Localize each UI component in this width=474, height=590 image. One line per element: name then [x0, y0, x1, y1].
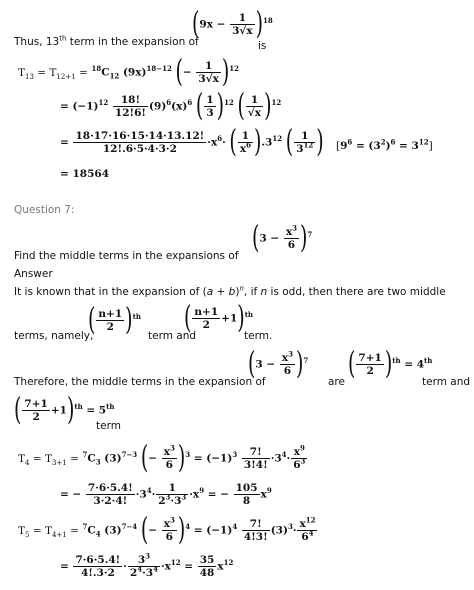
term-and-1: term and [148, 330, 197, 342]
fifth-term: ( $\frac{7+1}{2}$ +1)$^{th}$ = 5th [14, 392, 115, 428]
q7-text: Find the middle terms in the expansions of [14, 250, 239, 262]
known-text: It is known that in the expansion of $(a + b)^n$, if n is odd, then there are two middle [14, 284, 446, 298]
intro-text: Thus, 13th term in the expansion of [14, 34, 199, 48]
question-7-label: Question 7: [14, 204, 75, 216]
therefore-text: Therefore, the middle terms in the expansion of [14, 376, 266, 388]
intro-is: is [258, 40, 267, 52]
q7-expression: (3 − $\frac{x^3}{6}$ )$^7$ [252, 220, 313, 256]
t13-result: = 18564 [60, 168, 109, 180]
t5-line: $T_5 = T_{4+1} = ^7C_4$ $(3)^{7-4}$ (− $\frac{x^3}{6}$ )$^4 = (-1)^4$ $\frac{7!}{4!3!}$ $(3)^3\cdot$ $\frac{x^{12}}{6^4}$ [18, 512, 316, 548]
middle-term-1: ( $\frac{n+1}{2}$ )$^{th}$ [88, 302, 141, 338]
are-text: are [328, 376, 345, 388]
term-end-1: term. [244, 330, 273, 342]
fourth-term: ( $\frac{7+1}{2}$ )$^{th}$ = 4th [348, 346, 433, 382]
answer-label: Answer [14, 268, 53, 280]
term-and-2: term and [422, 376, 471, 388]
term-final: term [96, 420, 121, 432]
t13-line: $T_{13} = T_{12+1} = ^{18}C_{12}$ $(9x)^{18-12}$ (− $\frac{1}{3√x}$ )$^{12}$ [18, 54, 240, 90]
t4-line: $T_4 = T_{3+1} = ^7C_3$ $(3)^{7-3}$ (− $\frac{x^3}{6}$ )$^3 = (-1)^3$ $\frac{7!}{3!4!}$ $\cdot 3^4\cdot$ $\frac{x^9}{6^3}$ [18, 440, 306, 476]
terms-namely: terms, namely, [14, 330, 94, 342]
t4-line-2: = − $\frac{7\cdot 6\cdot 5.4!}{3\cdot 2\cdot 4!}$ $\cdot 3^4\cdot$ $\frac{1}{2^3\cdot 3^3}$ $\cdot x^9$ = − $\frac{105}{8}$ $x^9$ [60, 482, 272, 508]
t13-line-3: = $\frac{18\cdot 17\cdot 16\cdot 15\cdot 14\cdot 13.12!}{12!.6\cdot 5\cdot 4\cdot 3\cdot 2}$ $\cdot x^6\cdot$ ( $\frac{1}{x^6}$ )$.3^{12}$ ( $\frac{1}{3^{12}}$ ) [60, 124, 324, 160]
middle-term-2: ( $\frac{n+1}{2}$ +1)$^{th}$ [184, 300, 254, 336]
t13-line-2: = $(-1)^{12}$ $\frac{18!}{12!6!}$ $(9)^6(x)^6$ ( $\frac{1}{3}$ )$^{12}$ ( $\frac{1}{√x}$ )$^{12}$ [60, 88, 282, 124]
nine-power-note: $[9^6 = (3^2)^6 = 3^{12}]$ [336, 137, 433, 152]
intro-expression: (9x − $\frac{1}{3√x}$ )$^{18}$ [192, 6, 273, 42]
t5-line-2: = $\frac{7\cdot 6\cdot 5.4!}{4!.3\cdot 2}$ · $\frac{3^3}{2^4\cdot 3^4}$ $\cdot x^{12}$ = $\frac{35}{48}$ $x^{12}$ [60, 551, 234, 580]
therefore-expression: (3 − $\frac{x^3}{6}$ )$^7$ [248, 346, 309, 382]
